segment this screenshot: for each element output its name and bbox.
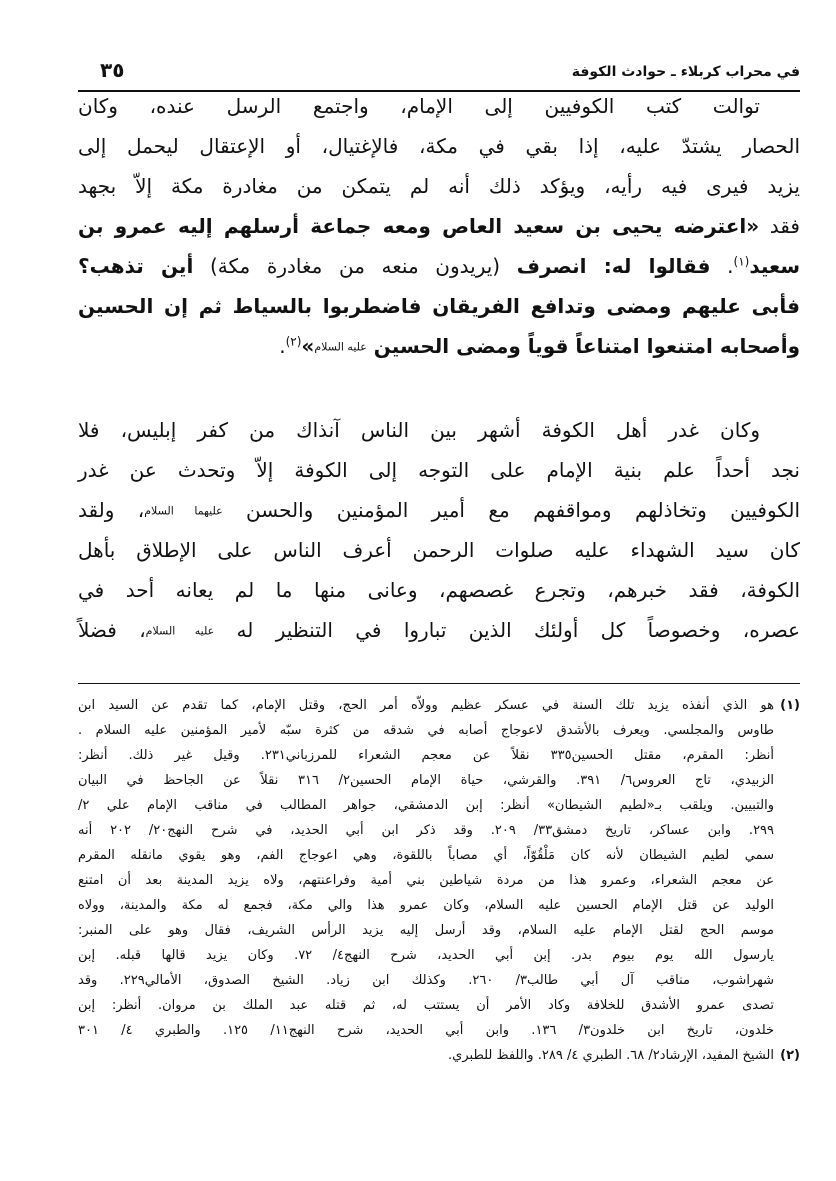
footnote-line: يارسول الله يوم بيوم بدر. إبن أبي الحديد، شرح النهج٤/ ٧٢. وكان يزيد قالها قبله. إبن [78, 948, 774, 963]
main-text [78, 86, 800, 650]
honorific-glyph: عليه السلام [145, 624, 215, 638]
text-segment: . [279, 334, 286, 358]
footnote-line: خلدون، تاريخ ابن خلدون٣/ ١٣٦. وابن أبي الحديد، شرح النهج١١/ ١٢٥. والطبري ٤/ ٣٠١ [78, 1023, 775, 1038]
paragraph [78, 410, 800, 650]
footnote-line: سمي لطيم الشيطان لأنه كان مَلْقُوّاً، أي مصاباً باللقوة، وهي اعوجاج الفم، وهو يقوي مانقله المقرم [78, 848, 774, 863]
quoted-text: «اعترضه يحيى بن سعيد العاص ومعه جماعة أرسلهم إليه عمرو بن [78, 214, 760, 238]
footnote-reference[interactable]: (٢) [285, 334, 302, 349]
text-segment: (يريدون منعه من مغادرة مكة) [193, 254, 517, 278]
text-line [78, 410, 800, 450]
text-line [78, 126, 800, 166]
footnote [78, 1043, 800, 1068]
text-line [78, 286, 800, 326]
text-segment: توالت كتب الكوفيين إلى الإمام، واجتمع الرسل عنده، وكان [78, 94, 760, 118]
footnote-line: الزبيدي، تاج العروس٦/ ٣٩١. والقرشي، حياة الإمام الحسين٢/ ٣١٦ نقلاً عن الجاحظ في البيان [78, 773, 775, 788]
footnote-line: طاوس والمجلسي. ويعرف بالأشدق لاعوجاج أصابه في شدقه من كثرة سبّه لأمير المؤمنين عليه السلام . [78, 723, 774, 738]
text-segment: ، فضلاً [78, 618, 146, 642]
footnotes [78, 693, 800, 1068]
quoted-text: سعيد [749, 254, 801, 278]
footnote-line: شهراشوب، مناقب آل أبي طالب٣/ ٢٦٠. وكذلك ابن زياد. الشيخ الصدوق، الأمالي٢٢٩. وقد [78, 973, 774, 988]
paragraph [78, 86, 800, 366]
text-line [78, 246, 800, 286]
text-line [78, 490, 800, 530]
text-line [78, 530, 800, 570]
text-segment: الكوفيين وتخاذلهم ومواقفهم مع أمير المؤمنين والحسن [222, 498, 800, 522]
running-title: في محراب كربلاء ـ حوادث الكوفة [571, 64, 800, 80]
footnote-line: عن معجم الشعراء، وعمرو هذا من مردة شياطين بني أمية وفراعنتهم، ولاه يزيد المدينة بعد أن امتنع [78, 873, 774, 888]
text-segment: الحصار يشتدّ عليه، إذا بقي في مكة، فالإغتيال، أو الإعتقال ليحمل إلى [78, 134, 800, 158]
text-line [78, 206, 800, 246]
footnote-divider [78, 683, 800, 684]
footnote-marker: (٢) [780, 1048, 800, 1063]
footnote-line: أنظر: المقرم، مقتل الحسين٣٣٥ نقلاً عن معجم الشعراء للمرزباني٢٣١. وقيل غير ذلك. أنظر: [78, 748, 774, 763]
quoted-text: فقالوا له: انصرف [516, 254, 711, 278]
text-line [78, 570, 800, 610]
text-segment: وكان غدر أهل الكوفة أشهر بين الناس آنذاك من كفر إبليس، فلا [78, 418, 760, 442]
text-segment: يزيد فيرى فيه رأيه، ويؤكد ذلك أنه لم يتمكن من مغادرة مكة إلاّ بجهد [78, 174, 800, 198]
quoted-text: » [301, 334, 315, 358]
footnote-marker: (١) [780, 698, 800, 713]
footnote-line: هو الذي أنفذه يزيد تلك السنة في عسكر عظيم وولاّه أمر الحج، وقتل الإمام، كما تقدم عن السيد ابن [78, 698, 774, 713]
honorific-glyph: عليه السلام [314, 340, 367, 354]
text-segment: نجد أحداً علم بنية الإمام على التوجه إلى الكوفة إلاّ وتحدث عن غدر [78, 458, 800, 482]
text-line [78, 86, 800, 126]
text-line [78, 610, 800, 650]
footnote [78, 693, 800, 1043]
footnote-line: ٢٩٩. وابن عساكر، تاريخ دمشق٣٣/ ٢٠٩. وقد ذكر ابن أبي الحديد، في شرح النهج٢٠/ ٢٠٢ أنه [78, 823, 775, 838]
text-segment: عصره، وخصوصاً كل أولئك الذين تباروا في التنظير له [214, 618, 801, 642]
text-segment: كان سيد الشهداء عليه صلوات الرحمن أعرف الناس على الإطلاق بأهل [78, 538, 800, 562]
footnote-line: والتبيين. ويلقب بـ«لطيم الشيطان» أنظر: إبن الدمشقي، جواهر المطالب في مناقب الإمام علي ٢/ [78, 798, 774, 813]
quoted-text: وأصحابه امتنعوا امتناعاً قوياً ومضى الحسين [366, 334, 800, 358]
honorific-glyph: عليهما السلام [144, 504, 223, 518]
text-segment: فقد [759, 214, 800, 238]
footnote-line: الوليد عن قتل الإمام الحسين عليه السلام، وكان عمرو هذا والي مكة، فجمع له مكة والمدينة، وولاه [78, 898, 774, 913]
page-number: ٣٥ [100, 58, 125, 82]
text-segment: . [710, 254, 734, 278]
footnote-line: الشيخ المفيد، الإرشاد٢/ ٦٨. الطبري ٤/ ٢٨٩. واللفظ للطبري. [448, 1048, 774, 1063]
text-segment: الكوفة، فقد خبرهم، وتجرع غصصهم، وعانى منها ما لم يعانه أحد في [78, 578, 800, 602]
text-segment: ، ولقد [78, 498, 145, 522]
text-line [78, 450, 800, 490]
quoted-text: أين تذهب؟ [78, 254, 194, 278]
footnote-line: تصدى عمرو الأشدق للخلافة وكاد الأمر أن يستتب له، ثم قتله عبد الملك بن مروان. أنظر: إبن [78, 998, 774, 1013]
text-line [78, 166, 800, 206]
quoted-text: فأبى عليهم ومضى وتدافع الفريقان فاضطربوا بالسياط ثم إن الحسين [78, 294, 800, 318]
footnote-line: موسم الحج لقتل الإمام عليه السلام، وقد أرسل إليه يزيد الرأس الشريف، فقال وهو على المنبر: [78, 923, 774, 938]
text-line [78, 326, 800, 366]
footnote-reference[interactable]: (١) [733, 254, 750, 269]
